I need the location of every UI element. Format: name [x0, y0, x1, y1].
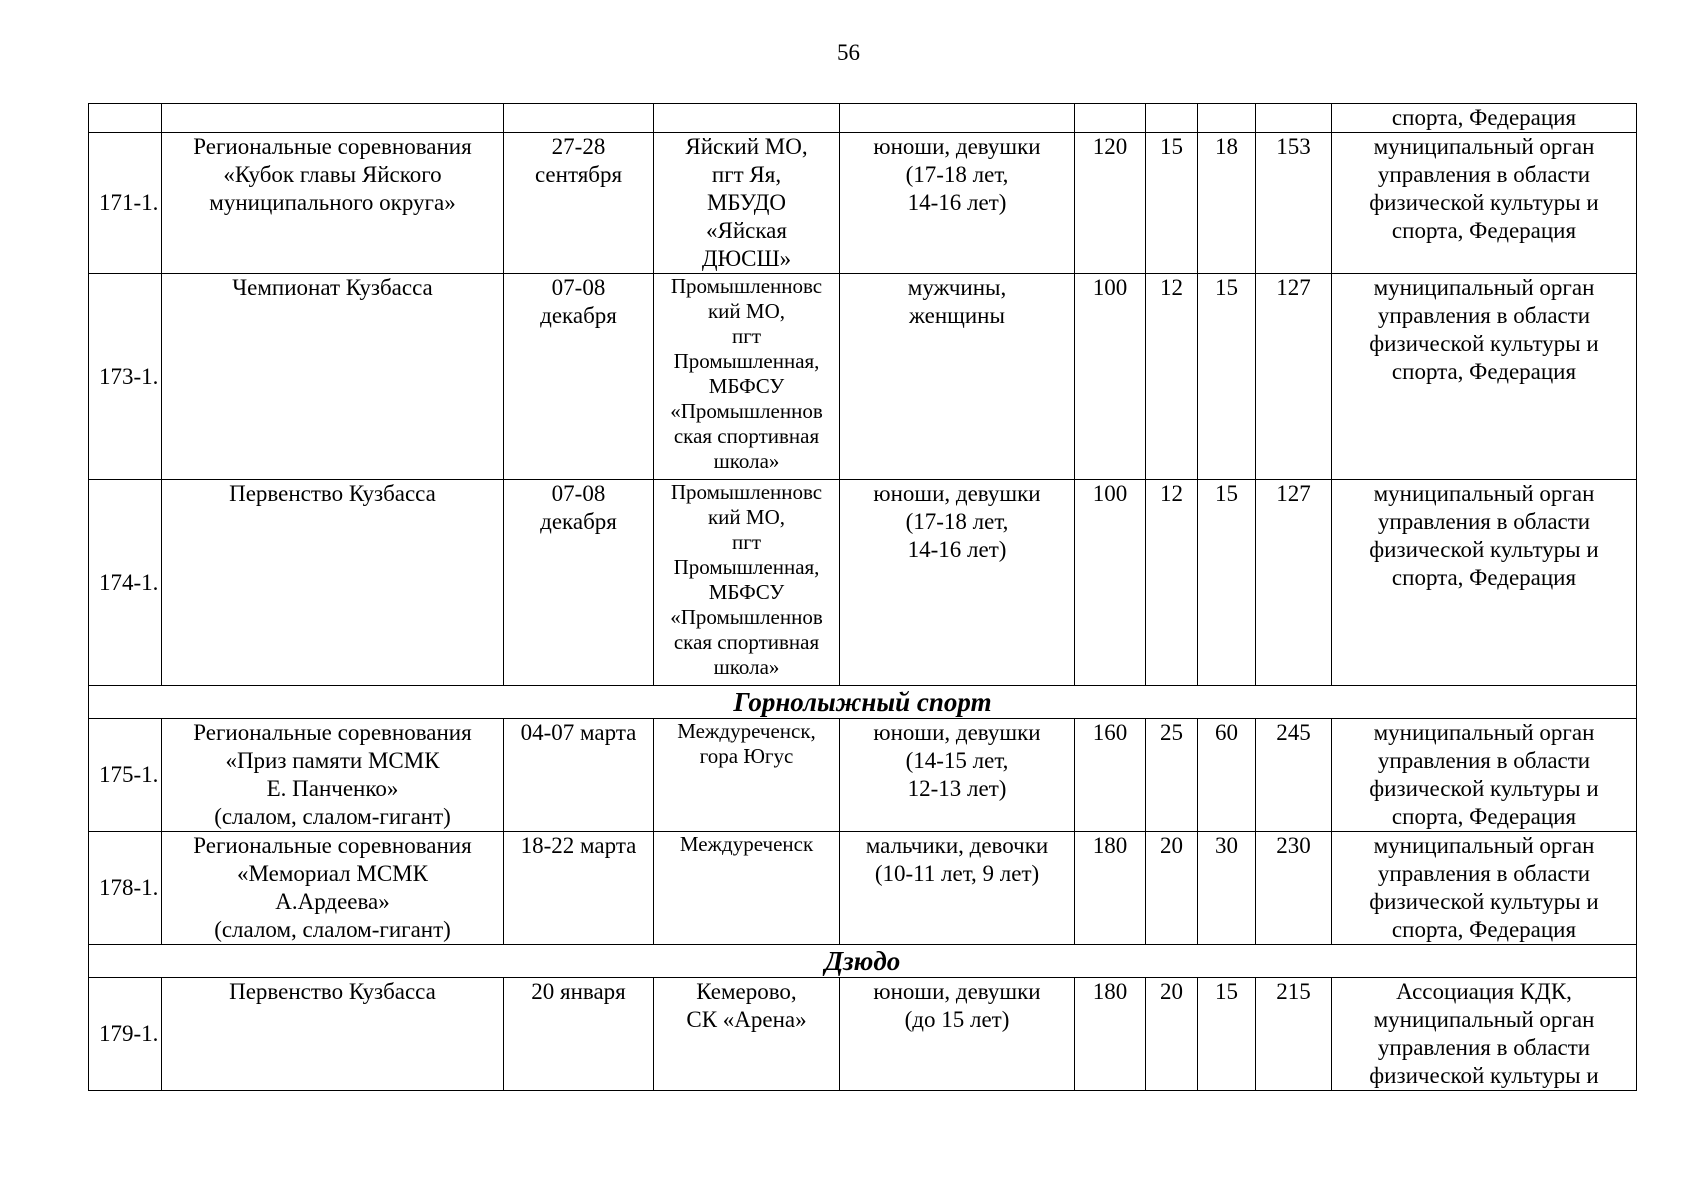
table-row — [89, 480, 1637, 686]
cell-num — [89, 104, 162, 133]
cell-c3: 60 — [1198, 719, 1256, 832]
cell-organizer: муниципальный орган управления в области физической культуры и спорта, Федерация — [1332, 480, 1637, 686]
section-title-ski: Горнолыжный спорт — [89, 686, 1637, 719]
cell-participants: юноши, девушки (17-18 лет, 14-16 лет) — [840, 480, 1075, 686]
cell-num: 171-1. — [89, 133, 162, 274]
cell-c1: 180 — [1075, 978, 1146, 1091]
table-row — [89, 978, 1637, 1091]
cell-participants: юноши, девушки (до 15 лет) — [840, 978, 1075, 1091]
page-number: 56 — [837, 40, 860, 65]
section-title-judo: Дзюдо — [89, 945, 1637, 978]
cell-participants: юноши, девушки (17-18 лет, 14-16 лет) — [840, 133, 1075, 274]
cell-c2: 12 — [1146, 480, 1198, 686]
cell-total — [1256, 104, 1332, 133]
cell-participants: мужчины, женщины — [840, 274, 1075, 480]
cell-date: 07-08 декабря — [504, 480, 654, 686]
cell-c3: 18 — [1198, 133, 1256, 274]
table-row — [89, 719, 1637, 832]
cell-organizer: муниципальный орган управления в области физической культуры и спорта, Федерация — [1332, 719, 1637, 832]
cell-venue: Промышленновс кий МО, пгт Промышленная, МБФСУ «Промышленнов ская спортивная школа» — [654, 274, 840, 480]
cell-num: 173-1. — [89, 274, 162, 480]
cell-c1: 180 — [1075, 832, 1146, 945]
cell-total: 215 — [1256, 978, 1332, 1091]
cell-c1: 120 — [1075, 133, 1146, 274]
cell-organizer: Ассоциация КДК, муниципальный орган управления в области физической культуры и — [1332, 978, 1637, 1091]
cell-c2: 20 — [1146, 978, 1198, 1091]
cell-name — [162, 104, 504, 133]
table-row — [89, 274, 1637, 480]
cell-organizer: спорта, Федерация — [1332, 104, 1637, 133]
table-row — [89, 133, 1637, 274]
cell-venue — [654, 104, 840, 133]
cell-name: Региональные соревнования «Кубок главы Яйского муниципального округа» — [162, 133, 504, 274]
cell-c2: 15 — [1146, 133, 1198, 274]
cell-venue: Промышленновс кий МО, пгт Промышленная, МБФСУ «Промышленнов ская спортивная школа» — [654, 480, 840, 686]
cell-c3: 15 — [1198, 978, 1256, 1091]
cell-date: 27-28 сентября — [504, 133, 654, 274]
cell-total: 127 — [1256, 274, 1332, 480]
cell-total: 245 — [1256, 719, 1332, 832]
cell-organizer: муниципальный орган управления в области физической культуры и спорта, Федерация — [1332, 832, 1637, 945]
cell-c1 — [1075, 104, 1146, 133]
cell-c1: 100 — [1075, 480, 1146, 686]
cell-venue: Яйский МО, пгт Яя, МБУДО «Яйская ДЮСШ» — [654, 133, 840, 274]
cell-c1: 160 — [1075, 719, 1146, 832]
cell-c3: 30 — [1198, 832, 1256, 945]
cell-organizer: муниципальный орган управления в области физической культуры и спорта, Федерация — [1332, 274, 1637, 480]
cell-participants: юноши, девушки (14-15 лет, 12-13 лет) — [840, 719, 1075, 832]
cell-date: 20 января — [504, 978, 654, 1091]
cell-num: 174-1. — [89, 480, 162, 686]
cell-name: Первенство Кузбасса — [162, 978, 504, 1091]
cell-name: Первенство Кузбасса — [162, 480, 504, 686]
cell-participants — [840, 104, 1075, 133]
section-header-row — [89, 686, 1637, 719]
section-header-row — [89, 945, 1637, 978]
cell-num: 178-1. — [89, 832, 162, 945]
cell-name: Региональные соревнования «Мемориал МСМК А.Ардеева» (слалом, слалом-гигант) — [162, 832, 504, 945]
cell-venue: Междуреченск, гора Югус — [654, 719, 840, 832]
cell-date: 04-07 марта — [504, 719, 654, 832]
cell-total: 230 — [1256, 832, 1332, 945]
cell-date: 18-22 марта — [504, 832, 654, 945]
cell-c2 — [1146, 104, 1198, 133]
cell-participants: мальчики, девочки (10-11 лет, 9 лет) — [840, 832, 1075, 945]
cell-name: Региональные соревнования «Приз памяти МСМК Е. Панченко» (слалом, слалом-гигант) — [162, 719, 504, 832]
cell-total: 127 — [1256, 480, 1332, 686]
cell-c2: 25 — [1146, 719, 1198, 832]
cell-c3: 15 — [1198, 274, 1256, 480]
events-table — [88, 103, 1637, 1091]
cell-organizer: муниципальный орган управления в области физической культуры и спорта, Федерация — [1332, 133, 1637, 274]
cell-venue: Кемерово, СК «Арена» — [654, 978, 840, 1091]
cell-num: 179-1. — [89, 978, 162, 1091]
cell-c1: 100 — [1075, 274, 1146, 480]
cell-date — [504, 104, 654, 133]
cell-c2: 20 — [1146, 832, 1198, 945]
cell-date: 07-08 декабря — [504, 274, 654, 480]
cell-total: 153 — [1256, 133, 1332, 274]
cell-venue: Междуреченск — [654, 832, 840, 945]
table-row-continued — [89, 104, 1637, 133]
cell-c3 — [1198, 104, 1256, 133]
cell-num: 175-1. — [89, 719, 162, 832]
cell-name: Чемпионат Кузбасса — [162, 274, 504, 480]
cell-c2: 12 — [1146, 274, 1198, 480]
cell-c3: 15 — [1198, 480, 1256, 686]
table-row — [89, 832, 1637, 945]
